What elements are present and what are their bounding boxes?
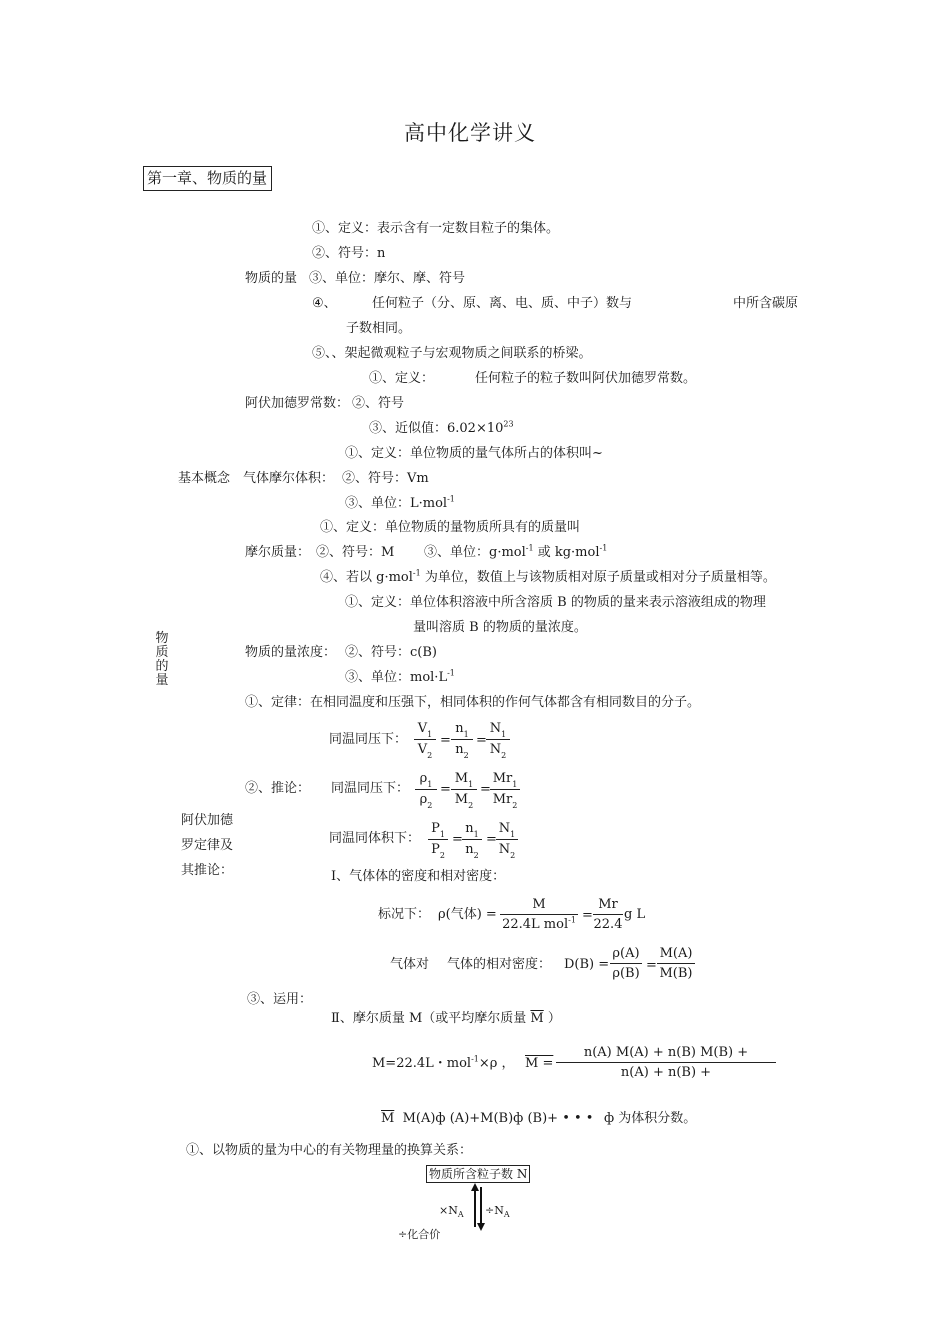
- fraction-mass-ratio: $\frac{M(A)}{M(B)}$: [657, 946, 695, 981]
- avogadro-definition-text: 任何粒子的粒子数叫阿伏加德罗常数。: [475, 371, 697, 386]
- molar-volume-symbol: ②、符号：Vm: [342, 471, 429, 486]
- mbar-symbol: M =: [525, 1056, 554, 1071]
- mol-symbol: ②、符号：n: [312, 246, 386, 261]
- avogadro-value: ③、近似值：$6.02\times 10^{23}$: [369, 419, 514, 436]
- avogadro-symbol: ②、符号: [352, 396, 405, 411]
- equals-sign: =: [646, 958, 657, 973]
- inference-label: ②、推论：: [245, 781, 311, 796]
- condition-2: 同温同压下：: [331, 781, 410, 796]
- mol-item4-tail: 中所含碳原: [733, 296, 799, 311]
- multiply-na: $\times N_A$: [439, 1204, 464, 1220]
- density-heading: Ⅰ、气体体的密度和相对密度：: [331, 869, 506, 884]
- relative-density-label-b: 气体的相对密度：: [447, 957, 552, 972]
- concentration-unit: ③、单位：$mol\cdot L^{-1}$: [345, 668, 455, 685]
- divide-valence: ÷化合价: [398, 1228, 441, 1241]
- concentration-definition: ①、定义：单位体积溶液中所含溶质 B 的物质的量来表示溶液组成的物理: [345, 595, 766, 610]
- application-label: ③、运用：: [247, 992, 313, 1007]
- fraction-mr-over-22-4: $\frac{Mr}{22.4}$: [593, 897, 623, 932]
- side-label-mol: 物质的量: [155, 631, 169, 688]
- law-label-line1: 阿伏加德: [181, 813, 234, 828]
- molar-mass-unit: ③、单位：g·mol$^{-1}$ 或 kg·mol$^{-1}$: [424, 543, 608, 560]
- concentration-symbol: ②、符号：c(B): [345, 645, 437, 660]
- concentration-definition-cont: 量叫溶质 B 的物质的量浓度。: [413, 620, 587, 635]
- concentration-label: 物质的量浓度：: [245, 645, 337, 660]
- fraction-m-over-vm: M 22.4L mol$^{-1}$: [500, 897, 578, 932]
- equals-sign: =: [480, 782, 491, 797]
- equals-sign: =: [452, 832, 463, 847]
- mol-definition: ①、定义：表示含有一定数目粒子的集体。: [312, 221, 560, 236]
- fraction-rho: $\frac{\rho_1}{\rho_2}$: [415, 771, 437, 808]
- molar-volume-label: 气体摩尔体积：: [243, 471, 335, 486]
- equals-sign: =: [476, 733, 487, 748]
- conversion-heading: ①、以物质的量为中心的有关物理量的换算关系：: [186, 1143, 473, 1158]
- law-label-line3: 其推论：: [181, 863, 234, 878]
- fraction-M: $\frac{M_1}{M_2}$: [451, 771, 477, 808]
- mol-item4-prefix: ④、: [312, 296, 337, 311]
- equals-sign: =: [440, 733, 451, 748]
- equals-sign: =: [486, 832, 497, 847]
- relative-density-label-a: 气体对: [390, 957, 430, 972]
- fraction-N: $\frac{N_1}{N_2}$: [486, 721, 510, 758]
- conversion-arrows-icon: [471, 1183, 485, 1231]
- fraction-average-molar-mass: $\frac{n(A) M(A) + n(B) M(B) +}{n(A) + n(B) +}$: [556, 1045, 776, 1080]
- page-title: 高中化学讲义: [404, 121, 536, 145]
- fraction-n: $\frac{n_1}{n_2}$: [451, 721, 473, 758]
- fraction-v: $\frac{V_1}{V_2}$: [414, 721, 436, 758]
- std-condition-label: 标况下：: [378, 907, 431, 922]
- chapter-heading: 第一章、物质的量: [143, 166, 272, 191]
- molar-mass-heading: Ⅱ、摩尔质量 M（或平均摩尔质量 $\overline{M}$ ）: [331, 1011, 561, 1026]
- fraction-n2: $\frac{n_1}{n_2}$: [462, 821, 482, 858]
- equals-sign: =: [440, 782, 451, 797]
- condition-1: 同温同压下：: [329, 732, 408, 747]
- condition-3: 同温同体积下：: [329, 831, 421, 846]
- mol-bridge: ⑤、、架起微观粒子与宏观物质之间联系的桥梁。: [312, 346, 592, 361]
- molar-mass-note: ④、若以 g·mol$^{-1}$ 为单位，数值上与该物质相对原子质量或相对分子质量相等。: [320, 568, 776, 585]
- mol-item4-text: 任何粒子（分、原、离、电、质、中子）数与: [372, 296, 633, 311]
- molar-mass-label: 摩尔质量：: [245, 545, 311, 560]
- m-equation: M=22.4L・mol$^{-1}$×ρ ，: [372, 1054, 515, 1071]
- equals-sign: =: [582, 908, 593, 923]
- law-label-line2: 罗定律及: [181, 838, 234, 853]
- molar-volume-unit: ③、单位：L·mol$^{-1}$: [345, 494, 455, 511]
- mol-item4-cont: 子数相同。: [346, 321, 412, 336]
- relative-density-db: D(B) =: [564, 957, 610, 972]
- particle-count-box: 物质所含粒子数 N: [426, 1165, 530, 1183]
- molar-volume-definition: ①、定义：单位物质的量气体所占的体积叫~: [345, 446, 603, 461]
- mol-label: 物质的量: [245, 271, 298, 286]
- density-unit: g L: [624, 907, 646, 922]
- basic-concepts-label: 基本概念: [178, 471, 231, 486]
- molar-mass-symbol: ②、符号：M: [316, 545, 395, 560]
- fraction-N2: $\frac{N_1}{N_2}$: [496, 821, 518, 858]
- fraction-Mr: $\frac{Mr_1}{Mr_2}$: [490, 771, 520, 808]
- fraction-P: $\frac{P_1}{P_2}$: [428, 821, 448, 858]
- law-statement: ①、定律：在相同温度和压强下，相同体积的作何气体都含有相同数目的分子。: [245, 695, 701, 710]
- volume-fraction-note: ф 为体积分数。: [604, 1111, 697, 1126]
- fraction-rho-ratio: $\frac{\rho(A)}{\rho(B)}$: [610, 946, 642, 981]
- divide-na: $\div N_A$: [485, 1204, 510, 1220]
- avogadro-label: 阿伏加德罗常数：: [245, 396, 350, 411]
- rho-gas: ρ(气体) =: [438, 907, 497, 922]
- mphi-equation: $\overline{M}$ M(A)ф (A)+M(B)ф (B)+ • • •: [381, 1111, 594, 1126]
- mol-unit: ③、单位：摩尔、摩、符号: [309, 271, 466, 286]
- avogadro-definition-prefix: ①、定义：: [369, 371, 435, 386]
- molar-mass-definition: ①、定义：单位物质的量物质所具有的质量叫: [320, 520, 581, 535]
